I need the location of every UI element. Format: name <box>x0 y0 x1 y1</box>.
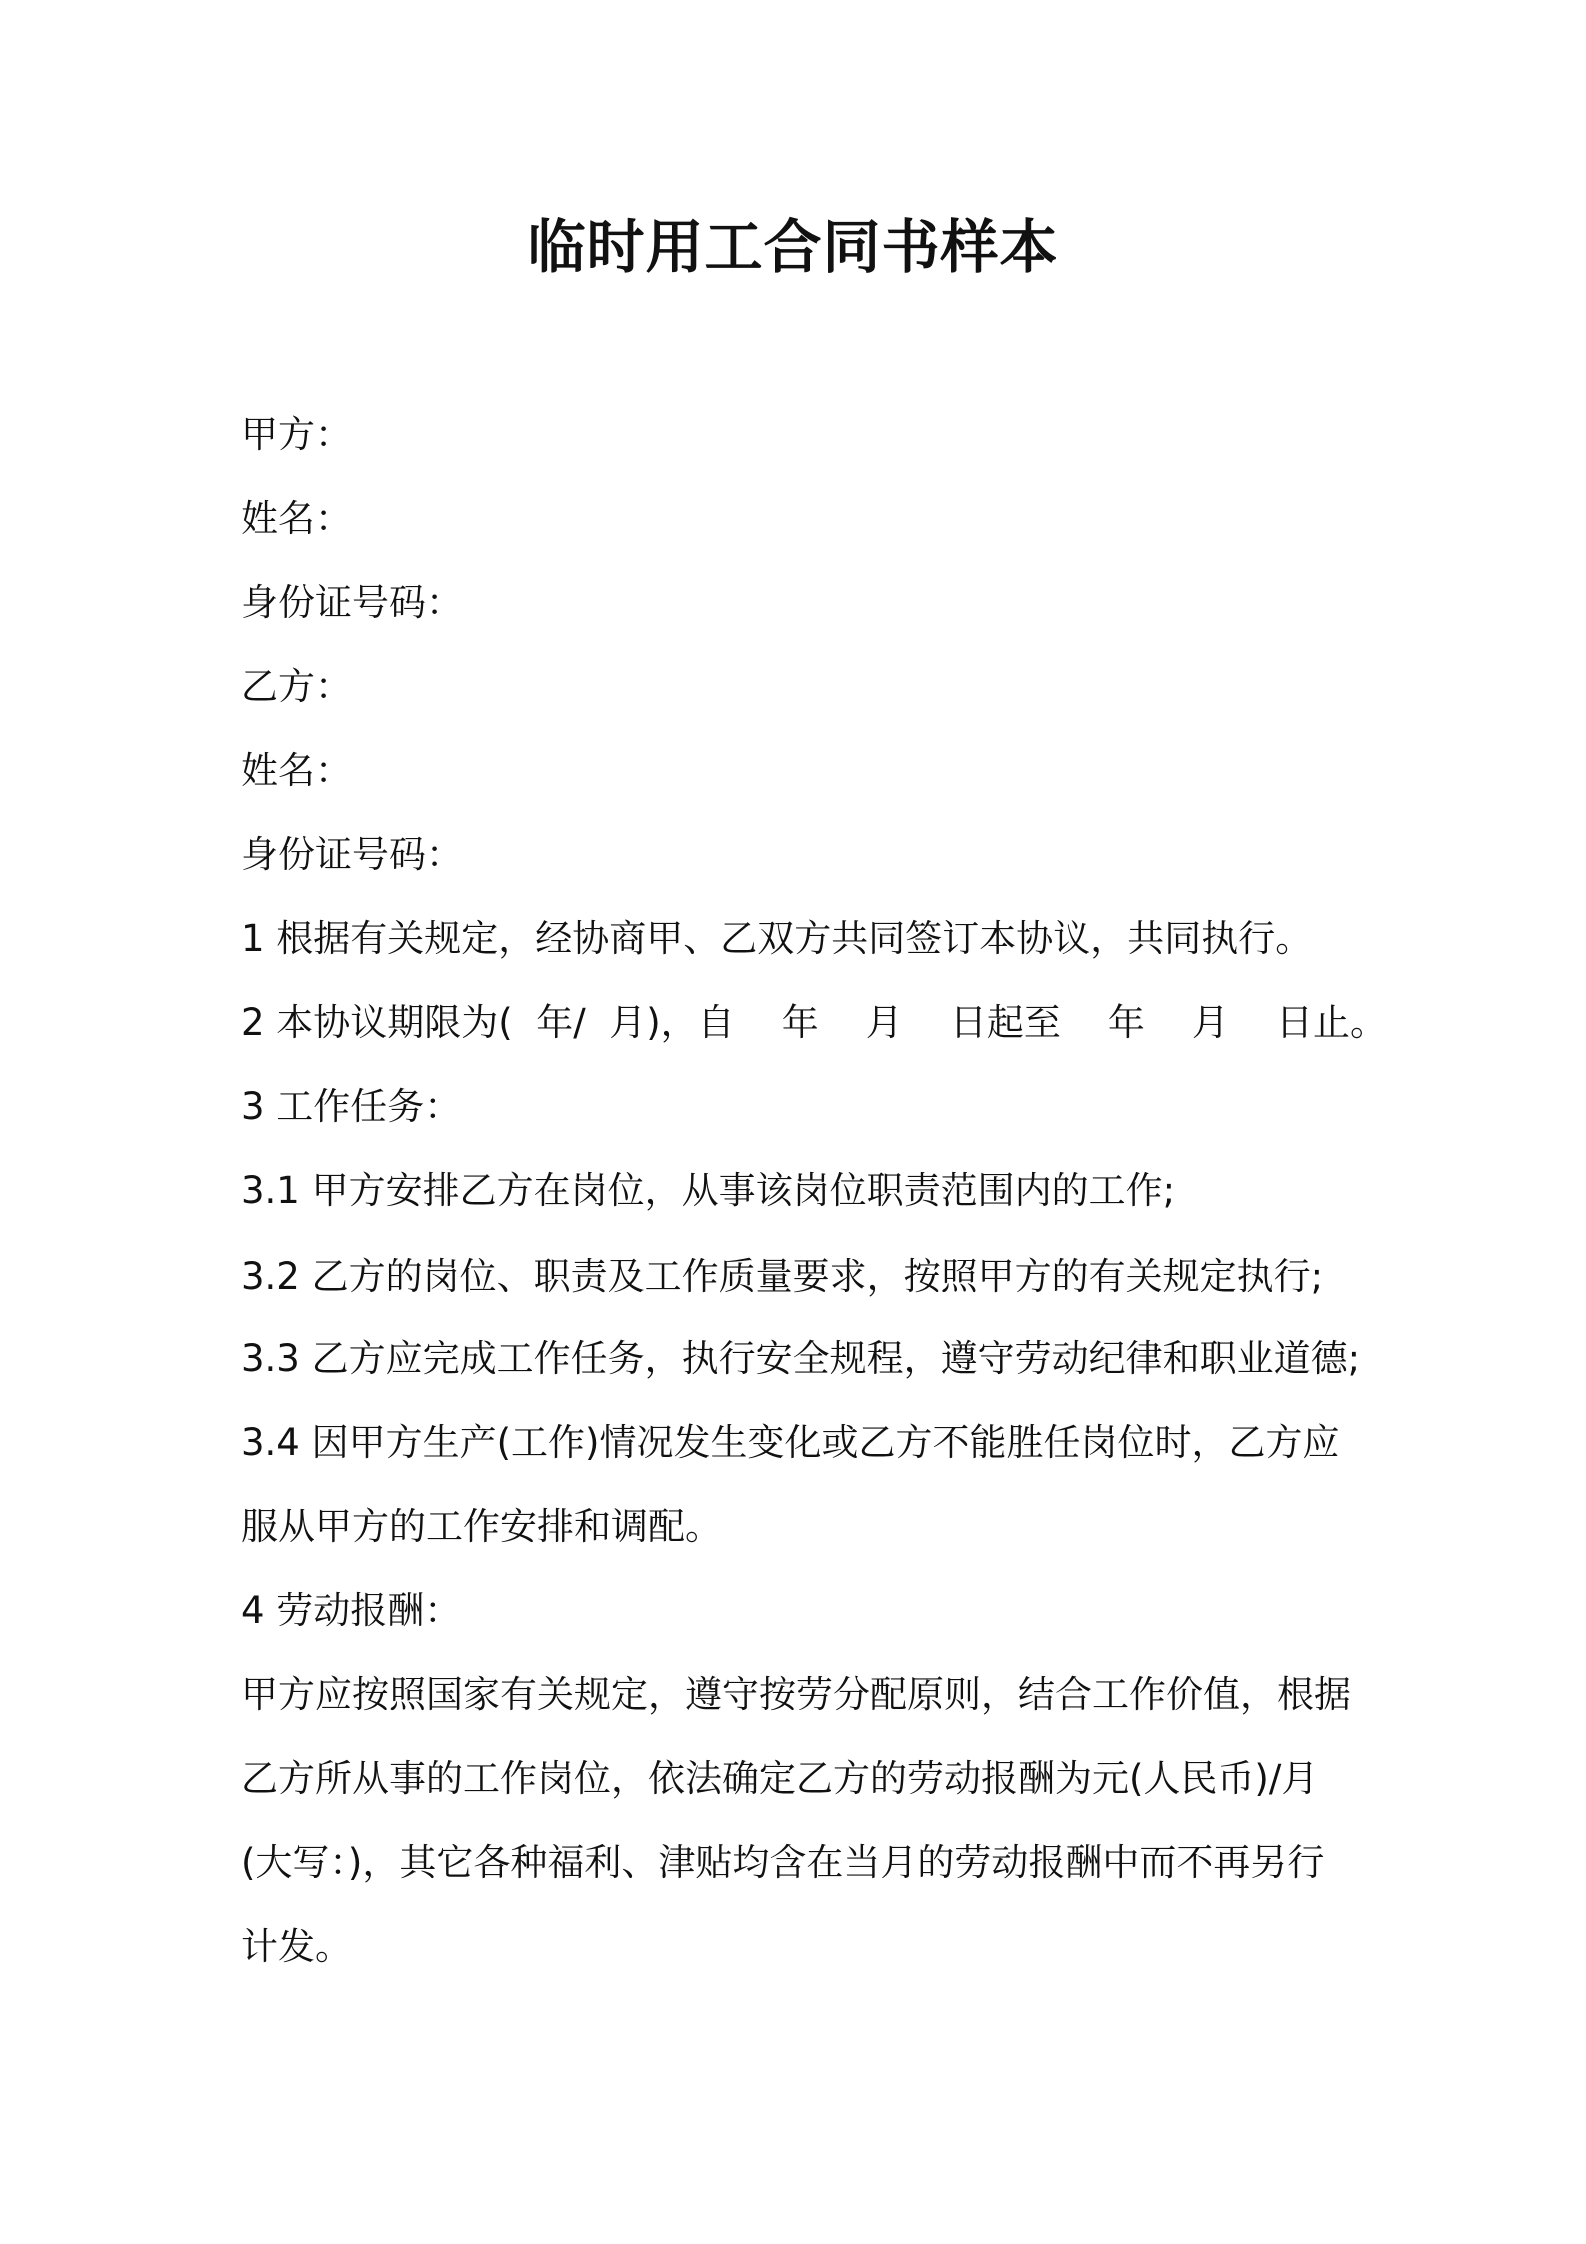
clause-3-2: 3.2 乙方的岗位、职责及工作质量要求，按照甲方的有关规定执行; <box>241 1255 1324 1298</box>
clause-4-line-3: (大写：)，其它各种福利、津贴均含在当月的劳动报酬中而不再另行 <box>241 1841 1325 1884</box>
clause-3-4-line-1: 3.4 因甲方生产(工作)情况发生变化或乙方不能胜任岗位时，乙方应 <box>241 1421 1340 1464</box>
party-b-id-label: 身份证号码： <box>241 833 463 876</box>
clause-4-line-4: 计发。 <box>241 1925 352 1968</box>
clause-3-3: 3.3 乙方应完成工作任务，执行安全规程，遵守劳动纪律和职业道德; <box>241 1337 1361 1380</box>
clause-4-line-2: 乙方所从事的工作岗位，依法确定乙方的劳动报酬为元(人民币)/月 <box>241 1757 1319 1800</box>
clause-3-1: 3.1 甲方安排乙方在岗位，从事该岗位职责范围内的工作; <box>241 1169 1176 1212</box>
party-b-name-label: 姓名： <box>241 749 352 792</box>
clause-4-line-1: 甲方应按照国家有关规定，遵守按劳分配原则，结合工作价值，根据 <box>241 1673 1351 1716</box>
party-b-label: 乙方： <box>241 665 352 708</box>
party-a-label: 甲方： <box>241 413 352 456</box>
clause-2: 2 本协议期限为( 年/ 月)，自 年 月 日起至 年 月 日止。 <box>241 1001 1387 1044</box>
clause-4-heading: 4 劳动报酬： <box>241 1589 462 1632</box>
document-title: 临时用工合同书样本 <box>527 213 1059 281</box>
clause-3-4-line-2: 服从甲方的工作安排和调配。 <box>241 1505 722 1548</box>
party-a-name-label: 姓名： <box>241 497 352 540</box>
party-a-id-label: 身份证号码： <box>241 581 463 624</box>
clause-1: 1 根据有关规定，经协商甲、乙双方共同签订本协议，共同执行。 <box>241 917 1313 960</box>
clause-3-heading: 3 工作任务： <box>241 1085 462 1128</box>
